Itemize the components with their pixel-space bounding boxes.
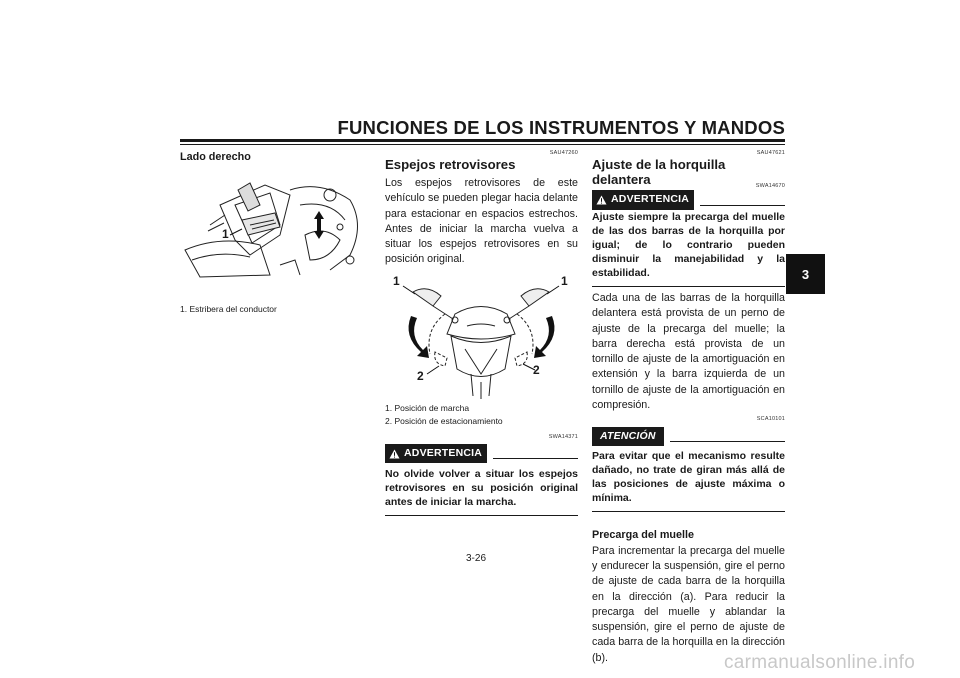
warning-code: SWA14371 <box>548 433 578 440</box>
column-left <box>180 150 373 316</box>
warning-text: No olvide volver a situar los espejos retrovisores en su posición original antes de iniciar la marcha. <box>385 467 578 508</box>
fold-arrow-left-icon <box>409 316 429 358</box>
footrest-illustration <box>180 165 373 285</box>
callout-1: 1 <box>222 227 229 242</box>
mirrors-body: Los espejos retrovisores de este vehículo se pueden plegar hacia delante para estacionar en espacios estrechos. Antes de iniciar la marcha vuelva a situar los espejos retrovisores en su posición original. <box>385 177 578 266</box>
callout-right-2: 2 <box>533 362 540 377</box>
preload-body: Para incrementar la precarga del muelle y endurecer la suspensión, gire el perno de ajuste de cada barra de la horquilla en la dirección (a). Para reducir la precarga del muelle y ablandar la suspensión, gire el perno de ajuste de cada barra de la horquilla en la dirección (b). <box>592 544 785 664</box>
fork-body: Cada una de las barras de la horquilla delantera está provista de un perno de ajuste de la precarga del muelle; la barra derecha está provista de un tornillo de ajuste de la amortiguación en extensión y la barra izquierda de un tornillo de ajuste de la amortiguación en compresión. <box>592 292 785 412</box>
notice-text: Para evitar que el mecanismo resulte dañado, no trate de giran más allá de las posiciones de ajuste máxima o mínima. <box>592 450 785 505</box>
figure-caption: 1. Estribera del conductor <box>180 304 277 315</box>
warning-label: ADVERTENCIA <box>404 447 483 460</box>
notice-block <box>592 425 785 512</box>
mirrors-illustration <box>385 274 578 400</box>
callout-right-1: 1 <box>561 273 568 288</box>
warning-badge <box>385 444 487 463</box>
footrest-drawing <box>180 165 373 285</box>
warning-block <box>385 443 578 516</box>
page-number: 3-26 <box>466 553 487 564</box>
notice-badge: ATENCIÓN <box>592 427 664 446</box>
watermark: carmanualsonline.info <box>724 652 916 673</box>
motorcycle-front-drawing <box>385 274 578 400</box>
figure-caption-1: 1. Posición de marcha <box>385 402 470 413</box>
title-rule-thick <box>180 139 785 142</box>
section-code: SAU47621 <box>756 150 785 156</box>
warning-label: ADVERTENCIA <box>611 193 690 206</box>
warning-triangle-icon <box>389 449 400 459</box>
figure-caption-2: 2. Posición de estacionamiento <box>385 415 503 426</box>
warning-badge <box>592 190 694 209</box>
column-middle <box>385 150 578 516</box>
page-title: FUNCIONES DE LOS INSTRUMENTOS Y MANDOS <box>337 117 785 138</box>
column-right <box>592 150 785 666</box>
notice-code: SCA10101 <box>756 416 785 423</box>
fold-arrow-right-icon <box>534 316 554 358</box>
section-heading-right-side: Lado derecho <box>180 151 251 163</box>
warning-triangle-icon <box>596 195 607 205</box>
chapter-tab: 3 <box>786 254 825 294</box>
callout-left-2: 2 <box>417 368 424 383</box>
warning-code: SWA14670 <box>755 183 785 189</box>
double-arrow-icon <box>314 211 324 239</box>
callout-left-1: 1 <box>393 273 400 288</box>
section-heading-mirrors: Espejos retrovisores <box>385 157 516 172</box>
section-code: SAU47260 <box>549 150 578 156</box>
section-heading-fork: Ajuste de la horquilla delantera <box>592 157 726 187</box>
warning-text: Ajuste siempre la precarga del muelle de las dos barras de la horquilla por igual; de lo contrario pueden disminuir la manejabilidad y la estabilidad. <box>592 211 785 279</box>
warning-block <box>592 183 785 287</box>
title-rule-thin <box>180 144 785 145</box>
subheading-preload: Precarga del muelle <box>592 529 695 542</box>
